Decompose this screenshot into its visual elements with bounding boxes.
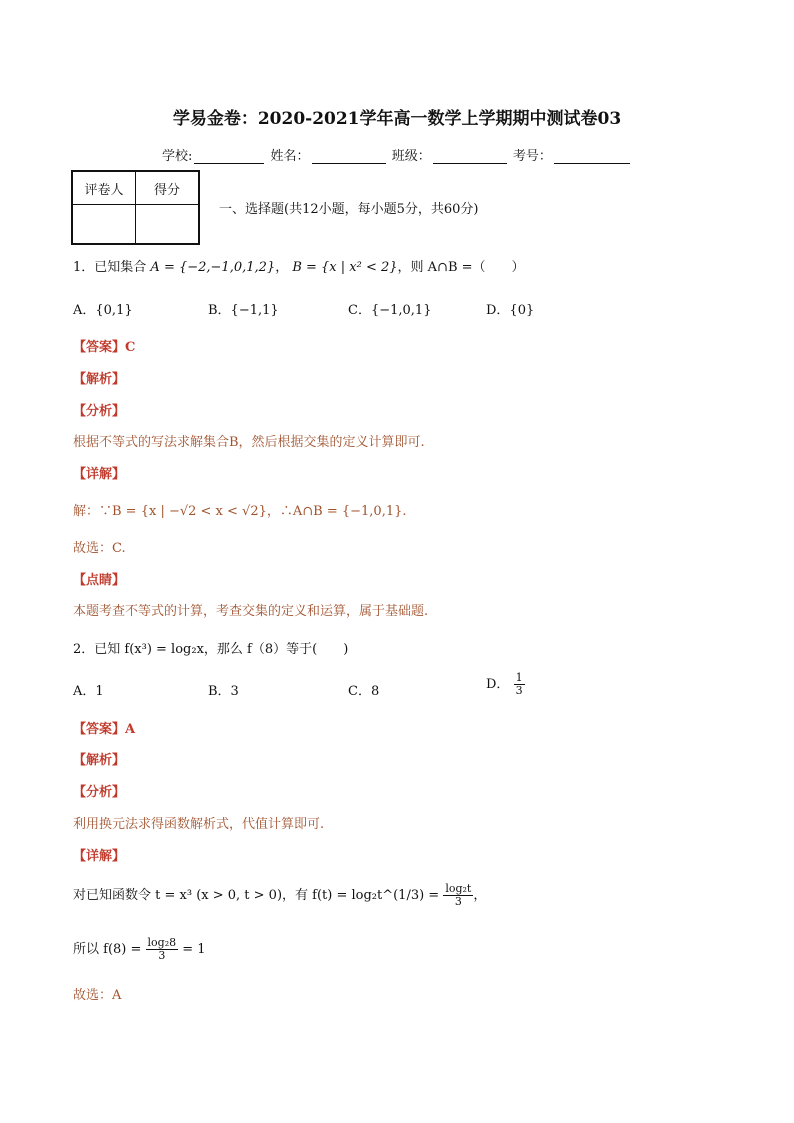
q2-answer: 【答案】A	[73, 722, 136, 737]
name-label: 姓名：	[270, 149, 310, 164]
class-label: 班级：	[391, 149, 431, 164]
q1-detail-heading: 【详解】	[73, 467, 126, 482]
q2-result-line	[73, 937, 206, 962]
question-1-stem: 1．已知集合 A = {−2,−1,0,1,2}， B = {x | x² < 2}，则 A∩B =（ ）	[73, 260, 525, 275]
q2-option-d-fraction	[514, 672, 525, 697]
q1-ask: ，则 A∩B =（ ）	[397, 260, 525, 275]
q2-analysis-heading: 【解析】	[73, 753, 126, 768]
q1-option-c: C．{−1,0,1}	[348, 303, 432, 318]
grader-cell	[72, 205, 136, 245]
q2-choose: 故选：A	[73, 988, 122, 1003]
q1-set-a: A = {−2,−1,0,1,2}	[150, 260, 276, 275]
q1-option-a: A．{0,1}	[73, 303, 133, 318]
q1-option-b: B．{−1,1}	[208, 303, 279, 318]
grader-header: 评卷人	[72, 171, 136, 205]
q1-set-b: B = {x | x² < 2}	[292, 260, 398, 275]
q2-detail-fraction	[443, 883, 473, 908]
q1-choose: 故选：C.	[73, 541, 126, 556]
q2-option-c: C．8	[348, 684, 380, 699]
q1-analysis-heading: 【解析】	[73, 372, 126, 387]
question-2-stem: 2．已知 f(x³) = log₂x，那么 f（8）等于( )	[73, 642, 349, 657]
student-info-line	[162, 145, 632, 164]
q2-result-pre: 所以 f(8) =	[73, 942, 142, 957]
q2-result-numerator: log₂8	[147, 936, 177, 949]
q2-fenxi-heading: 【分析】	[73, 785, 126, 800]
section-heading: 一、选择题(共12小题，每小题5分，共60分)	[219, 202, 479, 217]
score-table	[71, 170, 200, 245]
q1-fenxi-heading: 【分析】	[73, 404, 126, 419]
q2-option-d-denominator: 3	[515, 684, 523, 697]
q1-number: 1．已知集合	[73, 260, 147, 275]
q1-option-d: D．{0}	[486, 303, 535, 318]
q1-comment-heading: 【点睛】	[73, 573, 126, 588]
q2-option-a: A．1	[73, 684, 104, 699]
q2-option-d-numerator: 1	[515, 671, 523, 684]
school-blank	[194, 149, 264, 164]
page-title: 学易金卷：2020-2021学年高一数学上学期期中测试卷03	[172, 109, 622, 129]
q2-detail-pre: 对已知函数令 t = x³ (x > 0, t > 0)，有 f(t) = log₂t^(1/3) =	[73, 888, 440, 903]
q1-comment-text: 本题考查不等式的计算，考查交集的定义和运算，属于基础题.	[73, 604, 429, 619]
q2-result-denominator: 3	[158, 949, 166, 962]
q2-fenxi-text: 利用换元法求得函数解析式，代值计算即可.	[73, 817, 325, 832]
number-blank	[554, 149, 630, 164]
q2-option-d	[486, 672, 525, 697]
score-cell	[136, 205, 200, 245]
class-blank	[433, 149, 507, 164]
q2-detail-text	[73, 883, 486, 908]
q1-fenxi-text: 根据不等式的写法求解集合B，然后根据交集的定义计算即可.	[73, 435, 425, 450]
q2-detail-numerator: log₂t	[445, 882, 472, 895]
name-blank	[312, 149, 386, 164]
school-label: 学校:	[162, 149, 193, 164]
q2-result-post: = 1	[182, 942, 206, 957]
q1-answer: 【答案】C	[73, 340, 136, 355]
number-label: 考号：	[512, 149, 552, 164]
q2-detail-post: ，	[473, 888, 487, 903]
score-header: 得分	[136, 171, 200, 205]
q2-option-d-label: D．	[486, 677, 510, 692]
q2-option-b: B．3	[208, 684, 239, 699]
q2-result-fraction	[146, 937, 179, 962]
q2-detail-denominator: 3	[454, 895, 462, 908]
q1-detail-text: 解：∵B = {x | −√2 < x < √2}，∴A∩B = {−1,0,1}.	[73, 504, 407, 519]
q2-detail-heading: 【详解】	[73, 849, 126, 864]
